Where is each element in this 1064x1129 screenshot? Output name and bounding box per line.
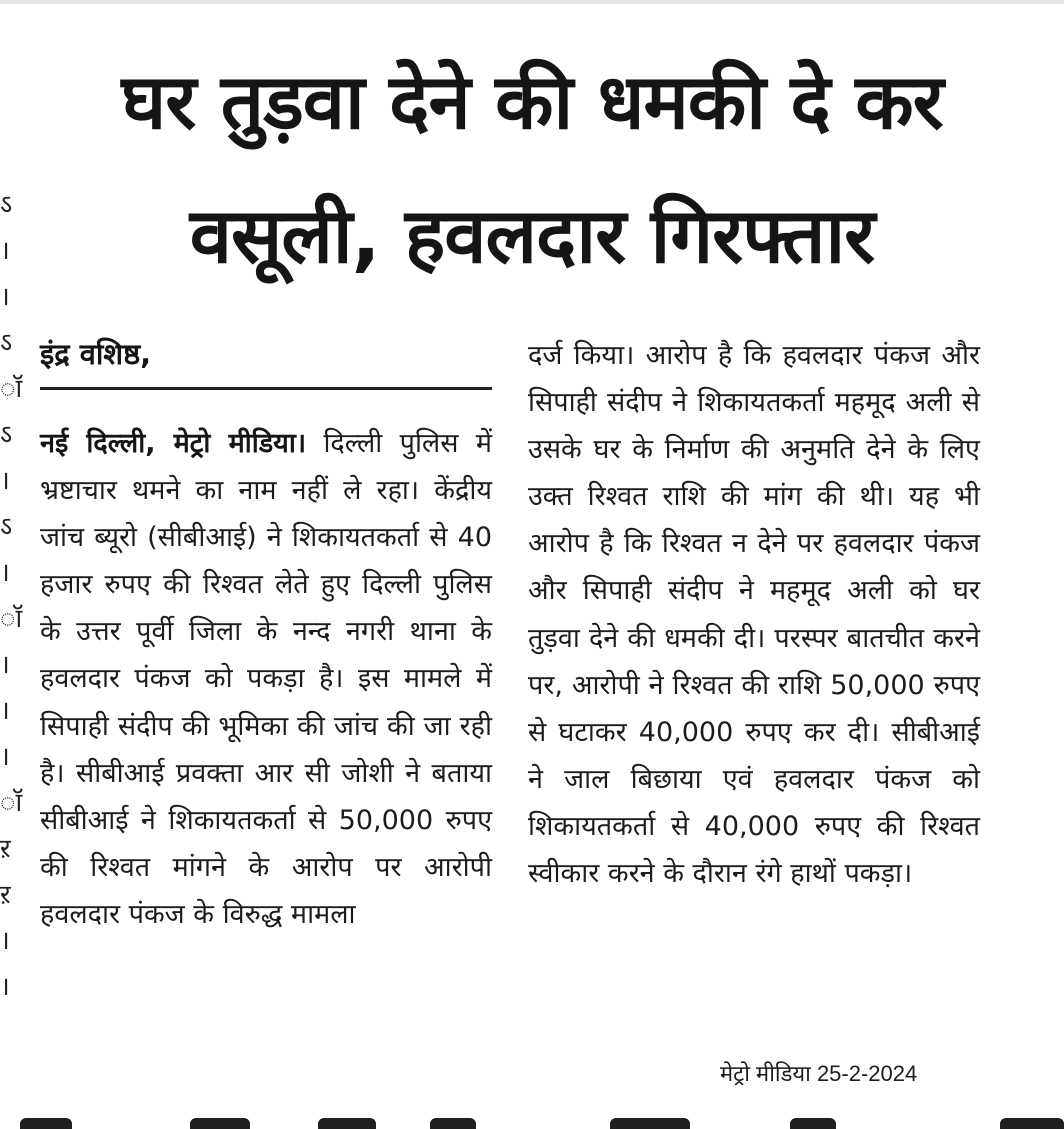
next-story-headline-fragment xyxy=(0,1118,1064,1129)
adjacent-column-glyph: ॉ xyxy=(0,788,23,818)
adjacent-column-glyph: । xyxy=(0,742,10,772)
headline-line-2: वसूली, हवलदार गिरफ्तार xyxy=(189,191,875,280)
adjacent-column-glyph: ऽ xyxy=(0,512,13,542)
adjacent-column-glyph: । xyxy=(0,466,10,496)
byline-divider xyxy=(40,387,492,390)
top-border xyxy=(0,0,1064,4)
adjacent-column-glyph: ऱ xyxy=(0,880,11,910)
source-date-credit: मेट्रो मीडिया 25-2-2024 xyxy=(720,1061,918,1086)
adjacent-column-glyph: ॉ xyxy=(0,374,23,404)
adjacent-column-glyph: ऽ xyxy=(0,328,13,358)
adjacent-column-edge xyxy=(0,190,23,1012)
adjacent-column-glyph: ॉ xyxy=(0,604,23,634)
headline-line-1: घर तुड़वा देने की धमकी दे कर xyxy=(121,57,943,146)
article-text-left: दिल्ली पुलिस में भ्रष्टाचार थमने का नाम नहीं ले रहा। केंद्रीय जांच ब्यूरो (सीबीआई) ने शिकायतकर्ता से 40 हजार रुपए की रिश्वत लेते हुए दिल्ली पुलिस के उत्तर पूर्वी जिला के नन्द नगरी थाना के हवलदार पंकज को पकड़ा है। इस मामले में सिपाही संदीप की भूमिका की जांच की जा रही है। सीबीआई प्रवक्ता आर सी जोशी ने बताया सीबीआई ने शिकायतकर्ता से 50,000 रुपए की रिश्वत मांगने के आरोप पर आरोपी हवलदार पंकज के विरुद्ध मामला xyxy=(40,428,492,930)
adjacent-column-glyph: ऱ xyxy=(0,834,11,864)
article-column-right xyxy=(528,332,980,1052)
dateline: नई दिल्ली, मेट्रो मीडिया। xyxy=(40,428,307,459)
article-text-right: दर्ज किया। आरोप है कि हवलदार पंकज और सिपाही संदीप ने शिकायतकर्ता महमूद अली से उसके घर के निर्माण की अनुमति देने के लिए उक्त रिश्वत राशि की मांग की थी। यह भी आरोप है कि रिश्वत न देने पर हवलदार पंकज और सिपाही संदीप ने महमूद अली को घर तुड़वा देने की धमकी दी। परस्पर बातचीत करने पर, आरोपी ने रिश्वत की राशि 50,000 रुपए से घटाकर 40,000 रुपए कर दी। सीबीआई ने जाल बिछाया एवं हवलदार पंकज को शिकायतकर्ता से 40,000 रुपए की रिश्वत स्वीकार करने के दौरान रंगे हाथों पकड़ा। xyxy=(528,340,980,890)
adjacent-column-glyph: । xyxy=(0,926,10,956)
adjacent-column-glyph: । xyxy=(0,282,10,312)
adjacent-column-glyph: ऽ xyxy=(0,190,13,220)
adjacent-column-glyph: । xyxy=(0,696,10,726)
adjacent-column-glyph: ऽ xyxy=(0,420,13,450)
adjacent-column-glyph: । xyxy=(0,972,10,1002)
adjacent-column-glyph: । xyxy=(0,650,10,680)
adjacent-column-glyph: । xyxy=(0,236,10,266)
article-column-left xyxy=(40,420,492,1070)
adjacent-column-glyph: । xyxy=(0,558,10,588)
author-byline: इंद्र वशिष्ठ, xyxy=(40,337,152,371)
